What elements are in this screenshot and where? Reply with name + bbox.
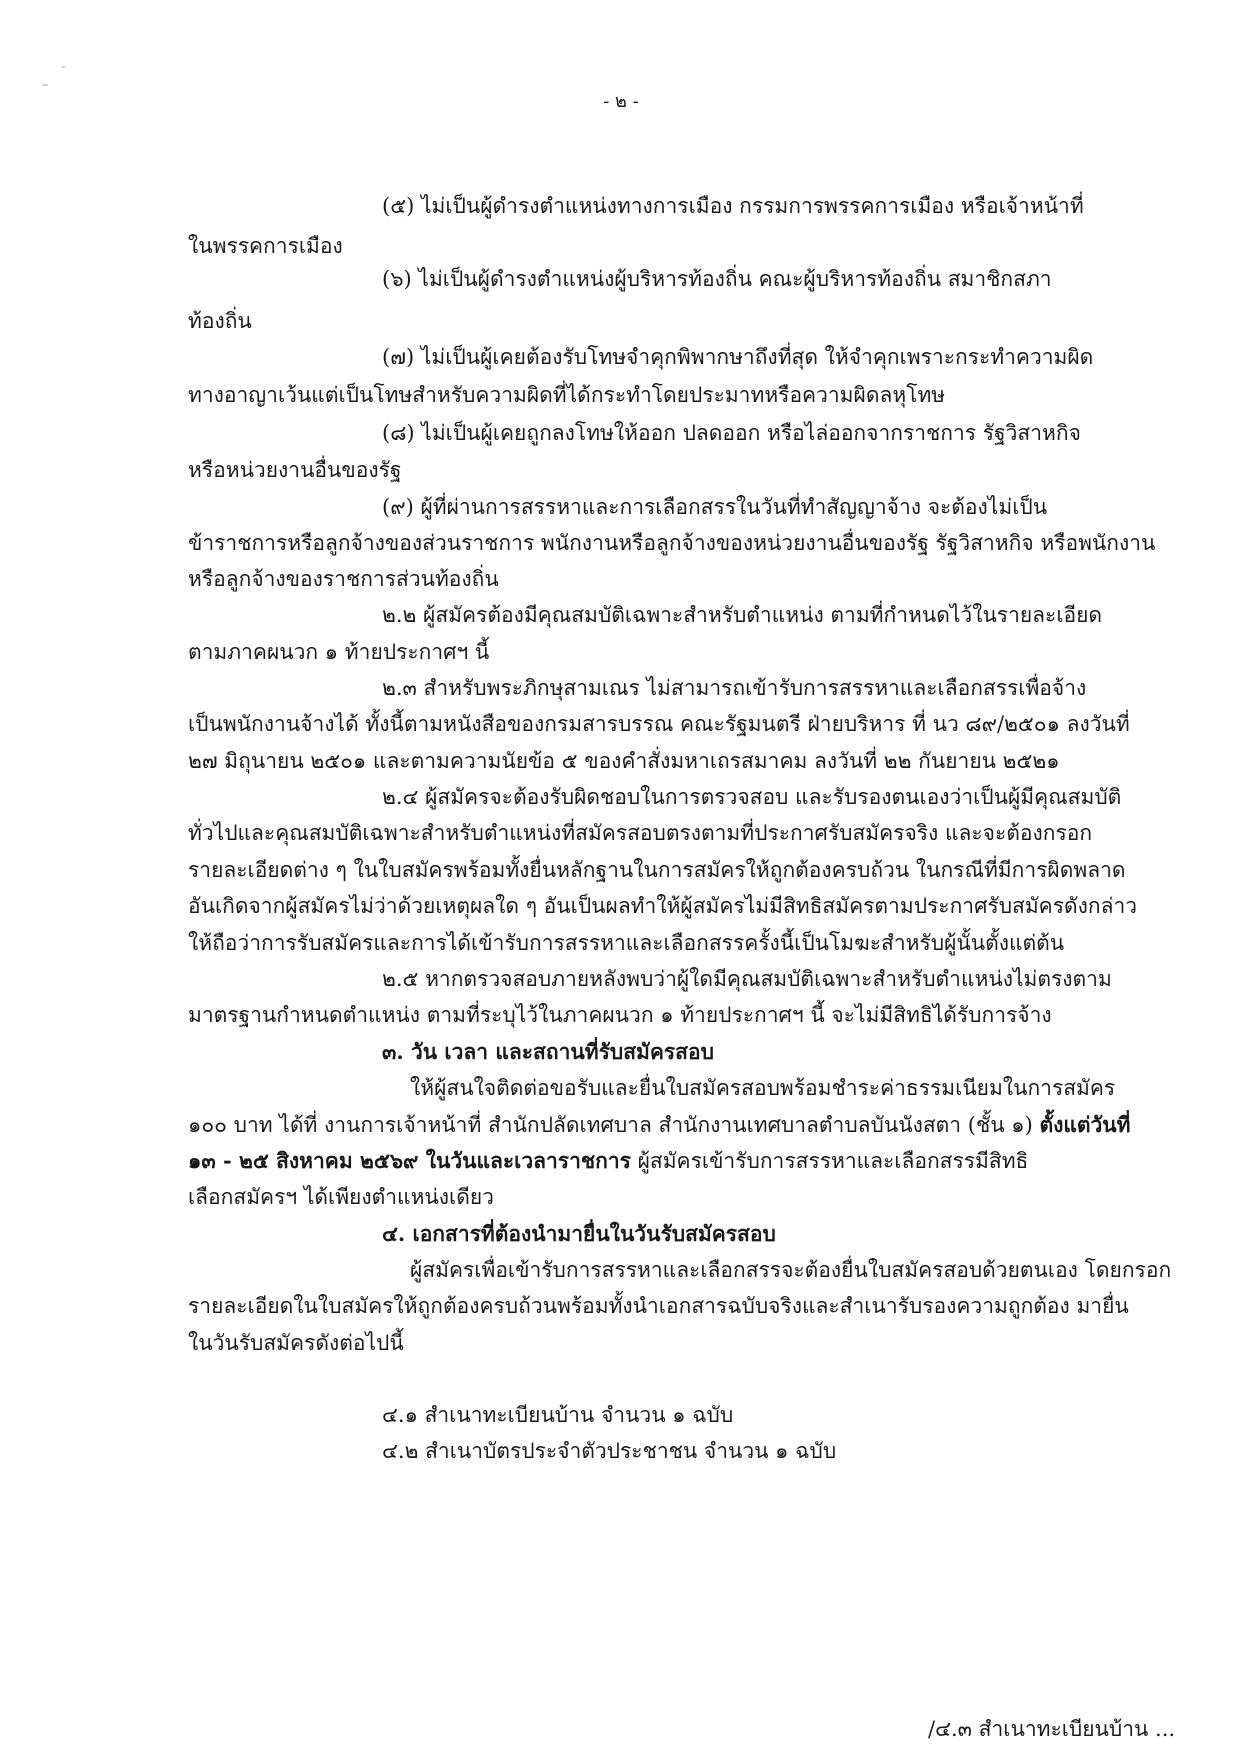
clause-9-line-2: ข้าราชการหรือลูกจ้างของส่วนราชการ พนักงานหรือลูกจ้างของหน่วยงานอื่นของรัฐ รัฐวิสาหกิจ หรือพนักงาน — [188, 531, 1156, 555]
section-3-line-3-text: ผู้สมัครเข้ารับการสรรหาและเลือกสรรมีสิทธิ — [630, 1149, 1029, 1173]
clause-2-4-line-1: ๒.๔ ผู้สมัครจะต้องรับผิดชอบในการตรวจสอบ และรับรองตนเองว่าเป็นผู้มีคุณสมบัติ — [382, 785, 1122, 809]
section-3-line-1: ให้ผู้สนใจติดต่อขอรับและยื่นใบสมัครสอบพร้อมชำระค่าธรรมเนียมในการสมัคร — [410, 1076, 1116, 1100]
section-3-line-2-bold: ตั้งแต่วันที่ — [1039, 1112, 1131, 1137]
clause-2-4-line-3: รายละเอียดต่าง ๆ ในใบสมัครพร้อมทั้งยื่นหลักฐานในการสมัครให้ถูกต้องครบถ้วน ในกรณีที่มีการผิดพลาด — [188, 858, 1126, 882]
clause-2-3-line-2: เป็นพนักงานจ้างได้ ทั้งนี้ตามหนังสือของกรมสารบรรณ คณะรัฐมนตรี ฝ่ายบริหาร ที่ นว ๘๙/๒๕๐๑ ลงวันที่ — [188, 712, 1130, 736]
clause-2-2-line-2: ตามภาคผนวก ๑ ท้ายประกาศฯ นี้ — [188, 640, 490, 664]
clause-7-line-1: (๗) ไม่เป็นผู้เคยต้องรับโทษจำคุกพิพากษาถึงที่สุด ให้จำคุกเพราะกระทำความผิด — [382, 345, 1094, 369]
section-4-line-3: ในวันรับสมัครดังต่อไปนี้ — [188, 1331, 404, 1355]
clause-2-4-line-4: อันเกิดจากผู้สมัครไม่ว่าด้วยเหตุผลใด ๆ อันเป็นผลทำให้ผู้สมัครไม่มีสิทธิสมัครตามประกาศรับสมัครดังกล่าว — [188, 894, 1138, 918]
application-dates: ๑๓ - ๒๕ สิงหาคม ๒๕๖๙ ในวันและเวลาราชการ — [188, 1148, 631, 1173]
clause-2-4-line-2: ทั่วไปและคุณสมบัติเฉพาะสำหรับตำแหน่งที่สมัครสอบตรงตามที่ประกาศรับสมัครจริง และจะต้องกรอก — [188, 821, 1093, 845]
clause-2-3-line-3: ๒๗ มิถุนายน ๒๕๐๑ และตามความนัยข้อ ๕ ของคำสั่งมหาเถรสมาคม ลงวันที่ ๒๒ กันยายน ๒๕๒๑ — [188, 749, 1060, 773]
section-4-line-1: ผู้สมัครเพื่อเข้ารับการสรรหาและเลือกสรรจะต้องยื่นใบสมัครสอบด้วยตนเอง โดยกรอก — [410, 1258, 1172, 1282]
section-3-line-2 — [0, 1110, 1242, 1140]
scan-speck — [62, 66, 65, 68]
clause-2-5-line-1: ๒.๕ หากตรวจสอบภายหลังพบว่าผู้ใดมีคุณสมบัติเฉพาะสำหรับตำแหน่งไม่ตรงตาม — [382, 967, 1112, 991]
clause-2-4-line-5: ให้ถือว่าการรับสมัครและการได้เข้ารับการสรรหาและเลือกสรรครั้งนี้เป็นโมฆะสำหรับผู้นั้นตั้งแต่ต้น — [188, 931, 1065, 955]
section-3-heading: ๓. วัน เวลา และสถานที่รับสมัครสอบ — [382, 1039, 714, 1064]
section-3-line-2-text: ๑๐๐ บาท ได้ที่ งานการเจ้าหน้าที่ สำนักปลัดเทศบาล สำนักงานเทศบาลตำบลบันนังสตา (ชั้น ๑) — [188, 1113, 1040, 1137]
clause-9-line-1: (๙) ผู้ที่ผ่านการสรรหาและการเลือกสรรในวันที่ทำสัญญาจ้าง จะต้องไม่เป็น — [382, 495, 1048, 519]
clause-5-line-2: ในพรรคการเมือง — [188, 234, 343, 258]
section-4-line-2: รายละเอียดในใบสมัครให้ถูกต้องครบถ้วนพร้อมทั้งนำเอกสารฉบับจริงและสำเนารับรองความถูกต้อง มายื่น — [188, 1294, 1129, 1318]
clause-2-5-line-2: มาตรฐานกำหนดตำแหน่ง ตามที่ระบุไว้ในภาคผนวก ๑ ท้ายประกาศฯ นี้ จะไม่มีสิทธิได้รับการจ้าง — [188, 1003, 1052, 1027]
section-3-line-4: เลือกสมัครฯ ได้เพียงตำแหน่งเดียว — [188, 1185, 494, 1209]
clause-2-2-line-1: ๒.๒ ผู้สมัครต้องมีคุณสมบัติเฉพาะสำหรับตำแหน่ง ตามที่กำหนดไว้ในรายละเอียด — [382, 603, 1103, 627]
clause-5-line-1: (๕) ไม่เป็นผู้ดำรงตำแหน่งทางการเมือง กรรมการพรรคการเมือง หรือเจ้าหน้าที่ — [382, 194, 1084, 218]
clause-8-line-2: หรือหน่วยงานอื่นของรัฐ — [188, 458, 402, 482]
clause-7-line-2: ทางอาญาเว้นแต่เป็นโทษสำหรับความผิดที่ได้กระทำโดยประมาทหรือความผิดลหุโทษ — [188, 383, 946, 407]
clause-6-line-1: (๖) ไม่เป็นผู้ดำรงตำแหน่งผู้บริหารท้องถิ่น คณะผู้บริหารท้องถิ่น สมาชิกสภา — [382, 267, 1052, 291]
clause-6-line-2: ท้องถิ่น — [188, 309, 252, 333]
clause-2-3-line-1: ๒.๓ สำหรับพระภิกษุสามเณร ไม่สามารถเข้ารับการสรรหาและเลือกสรรเพื่อจ้าง — [382, 676, 1087, 700]
item-4-2: ๔.๒ สำเนาบัตรประจำตัวประชาชน จำนวน ๑ ฉบับ — [382, 1439, 837, 1463]
clause-8-line-1: (๘) ไม่เป็นผู้เคยถูกลงโทษให้ออก ปลดออก หรือไล่ออกจากราชการ รัฐวิสาหกิจ — [382, 421, 1081, 445]
section-4-heading: ๔. เอกสารที่ต้องนำมายื่นในวันรับสมัครสอบ — [382, 1221, 776, 1246]
clause-9-line-3: หรือลูกจ้างของราชการส่วนท้องถิ่น — [188, 567, 499, 591]
item-4-1: ๔.๑ สำเนาทะเบียนบ้าน จำนวน ๑ ฉบับ — [382, 1403, 734, 1427]
continuation-reference: /๔.๓ สำเนาทะเบียนบ้าน ... — [928, 1717, 1176, 1741]
page-number: - ๒ - — [603, 91, 639, 112]
section-3-line-3 — [0, 1146, 1242, 1176]
